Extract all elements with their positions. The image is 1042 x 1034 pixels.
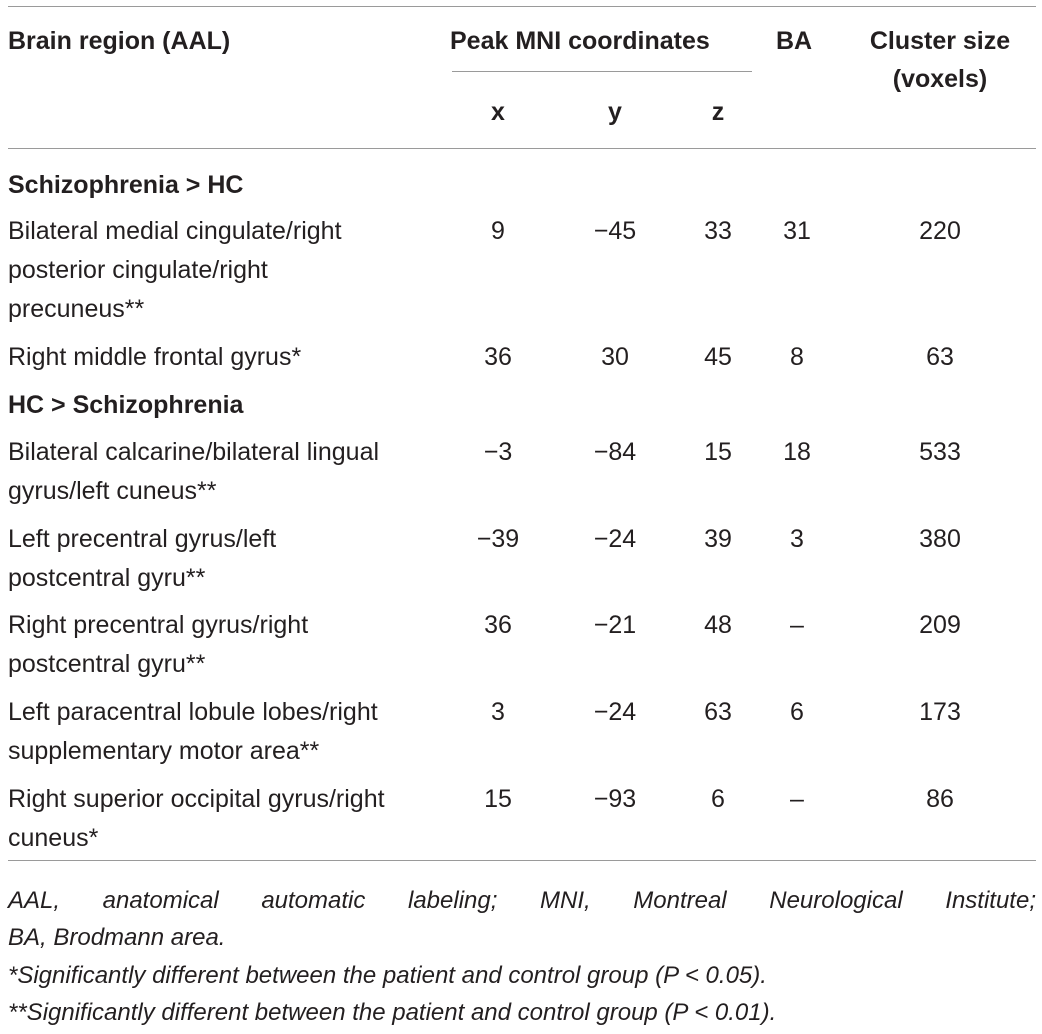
y-cell: −45 (593, 217, 637, 245)
region-cell (8, 520, 448, 598)
y-cell: −24 (593, 525, 637, 553)
abbreviations-note: AAL, anatomical automatic labeling; MNI, Montreal Neurological Institute; (8, 887, 1036, 914)
region-cell (8, 338, 448, 377)
significance-note-001: **Significantly different between the patient and control group (P < 0.01). (8, 999, 777, 1026)
ba-cell: 6 (790, 698, 804, 726)
abbreviations-note-line2: BA, Brodmann area. (8, 924, 226, 951)
region-line: Bilateral calcarine/bilateral lingual (8, 438, 380, 466)
header-cluster-line2: (voxels) (892, 65, 988, 93)
header-cluster-size (858, 22, 1022, 98)
ba-cell: – (790, 785, 804, 813)
region-cell (8, 433, 448, 511)
ba-cell: – (790, 611, 804, 639)
region-line: Right precentral gyrus/right (8, 611, 309, 639)
section-title: Schizophrenia > HC (8, 171, 244, 199)
region-cell (8, 212, 448, 329)
ba-cell: 31 (783, 217, 811, 245)
x-cell: 36 (484, 611, 512, 639)
region-line: supplementary motor area** (8, 737, 320, 765)
ba-cell: 8 (790, 343, 804, 371)
table-top-rule (8, 6, 1036, 7)
z-cell: 6 (711, 785, 725, 813)
table-bottom-rule (8, 860, 1036, 861)
y-cell: −84 (593, 438, 637, 466)
x-cell: 36 (484, 343, 512, 371)
header-cluster-line1: Cluster size (869, 27, 1011, 55)
cluster-cell: 173 (919, 698, 961, 726)
z-cell: 48 (704, 611, 732, 639)
z-cell: 33 (704, 217, 732, 245)
header-x: x (491, 98, 505, 126)
cluster-cell: 63 (926, 343, 954, 371)
x-cell: −3 (483, 438, 513, 466)
region-line: postcentral gyru** (8, 564, 206, 592)
peak-coordinates-subrule (452, 71, 752, 72)
ba-cell: 3 (790, 525, 804, 553)
header-bottom-rule (8, 148, 1036, 149)
cluster-cell: 220 (919, 217, 961, 245)
x-cell: 9 (491, 217, 505, 245)
z-cell: 39 (704, 525, 732, 553)
header-y: y (608, 98, 622, 126)
y-cell: −21 (593, 611, 637, 639)
y-cell: −93 (593, 785, 637, 813)
header-z: z (711, 98, 725, 126)
region-line: Right middle frontal gyrus* (8, 343, 302, 371)
z-cell: 15 (704, 438, 732, 466)
region-cell (8, 693, 448, 771)
cluster-cell: 86 (926, 785, 954, 813)
region-line: gyrus/left cuneus** (8, 477, 217, 505)
region-line: Left precentral gyrus/left (8, 525, 277, 553)
header-ba: BA (776, 27, 813, 55)
z-cell: 45 (704, 343, 732, 371)
cluster-cell: 533 (919, 438, 961, 466)
y-cell: 30 (601, 343, 629, 371)
cluster-cell: 209 (919, 611, 961, 639)
y-cell: −24 (593, 698, 637, 726)
cluster-cell: 380 (919, 525, 961, 553)
x-cell: −39 (476, 525, 520, 553)
region-line: posterior cingulate/right (8, 256, 268, 284)
region-line: cuneus* (8, 824, 99, 852)
region-line: postcentral gyru** (8, 650, 206, 678)
region-cell (8, 780, 448, 858)
x-cell: 3 (491, 698, 505, 726)
x-cell: 15 (484, 785, 512, 813)
region-line: precuneus** (8, 295, 145, 323)
header-brain-region: Brain region (AAL) (8, 27, 231, 55)
z-cell: 63 (704, 698, 732, 726)
region-line: Right superior occipital gyrus/right (8, 785, 385, 813)
significance-note-005: *Significantly different between the patient and control group (P < 0.05). (8, 962, 767, 989)
region-cell (8, 606, 448, 684)
section-title: HC > Schizophrenia (8, 391, 244, 419)
ba-cell: 18 (783, 438, 811, 466)
region-line: Left paracentral lobule lobes/right (8, 698, 378, 726)
header-peak-mni: Peak MNI coordinates (450, 27, 710, 55)
region-line: Bilateral medial cingulate/right (8, 217, 342, 245)
